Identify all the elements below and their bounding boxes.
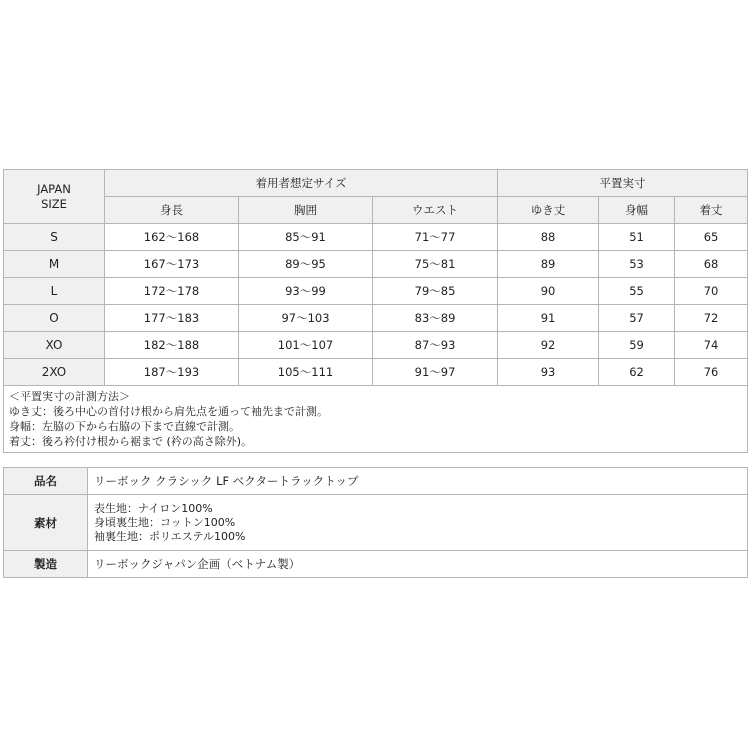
table-row: [4, 359, 748, 386]
table-cell: 91〜97: [373, 359, 498, 386]
table-cell: 74: [675, 332, 748, 359]
product-info-table: [3, 467, 748, 578]
size-label: O: [4, 305, 105, 332]
table-cell: 167〜173: [105, 251, 239, 278]
table-cell: 177〜183: [105, 305, 239, 332]
table-row: [4, 251, 748, 278]
measurement-notes: [4, 386, 748, 453]
size-chart-table: [3, 169, 748, 453]
material-label: 素材: [4, 495, 88, 551]
column-header-body-length: 着丈: [675, 197, 748, 224]
japan-size-header-line1: JAPAN: [37, 181, 71, 196]
japan-size-header: [4, 170, 105, 224]
table-cell: 68: [675, 251, 748, 278]
table-cell: 90: [498, 278, 599, 305]
table-cell: 105〜111: [239, 359, 373, 386]
table-cell: 70: [675, 278, 748, 305]
table-cell: 162〜168: [105, 224, 239, 251]
product-name-value: リーボック クラシック LF ベクタートラックトップ: [88, 468, 748, 495]
table-cell: 93〜99: [239, 278, 373, 305]
table-cell: 79〜85: [373, 278, 498, 305]
table-cell: 187〜193: [105, 359, 239, 386]
table-cell: 172〜178: [105, 278, 239, 305]
size-label: S: [4, 224, 105, 251]
table-cell: 89〜95: [239, 251, 373, 278]
table-cell: 72: [675, 305, 748, 332]
table-cell: 75〜81: [373, 251, 498, 278]
note-line: 身幅：左脇の下から右脇の下まで直線で計測。: [9, 420, 240, 433]
column-header-sleeve-length: ゆき丈: [498, 197, 599, 224]
japan-size-header-line2: SIZE: [41, 196, 67, 211]
material-value: [88, 495, 748, 551]
table-cell: 101〜107: [239, 332, 373, 359]
manufacture-value: リーボックジャパン企画（ベトナム製）: [88, 551, 748, 578]
size-label: M: [4, 251, 105, 278]
table-row: [4, 278, 748, 305]
manufacture-label: 製造: [4, 551, 88, 578]
table-cell: 57: [599, 305, 675, 332]
table-cell: 76: [675, 359, 748, 386]
column-header-chest: 胸囲: [239, 197, 373, 224]
product-name-label: 品名: [4, 468, 88, 495]
table-cell: 93: [498, 359, 599, 386]
material-line: 身頃裏生地：コットン100%: [94, 515, 236, 529]
notes-title: ＜平置実寸の計測方法＞: [9, 390, 130, 403]
column-header-waist: ウエスト: [373, 197, 498, 224]
table-cell: 91: [498, 305, 599, 332]
column-header-body-width: 身幅: [599, 197, 675, 224]
table-cell: 89: [498, 251, 599, 278]
note-line: 着丈：後ろ衿付け根から裾まで (衿の高さ除外)。: [9, 435, 253, 448]
size-label: XO: [4, 332, 105, 359]
table-cell: 51: [599, 224, 675, 251]
table-cell: 97〜103: [239, 305, 373, 332]
actual-size-group-header: 平置実寸: [498, 170, 748, 197]
note-line: ゆき丈：後ろ中心の首付け根から肩先点を通って袖先まで計測。: [9, 405, 328, 418]
size-label: 2XO: [4, 359, 105, 386]
material-line: 袖裏生地：ポリエステル100%: [94, 529, 246, 543]
table-cell: 59: [599, 332, 675, 359]
assumed-size-group-header: 着用者想定サイズ: [105, 170, 498, 197]
table-cell: 71〜77: [373, 224, 498, 251]
table-cell: 85〜91: [239, 224, 373, 251]
table-cell: 88: [498, 224, 599, 251]
table-row: [4, 224, 748, 251]
table-cell: 53: [599, 251, 675, 278]
table-cell: 182〜188: [105, 332, 239, 359]
table-cell: 62: [599, 359, 675, 386]
material-line: 表生地：ナイロン100%: [94, 501, 213, 515]
table-row: [4, 305, 748, 332]
table-cell: 92: [498, 332, 599, 359]
size-label: L: [4, 278, 105, 305]
table-cell: 87〜93: [373, 332, 498, 359]
table-cell: 83〜89: [373, 305, 498, 332]
table-cell: 65: [675, 224, 748, 251]
table-cell: 55: [599, 278, 675, 305]
column-header-height: 身長: [105, 197, 239, 224]
table-row: [4, 332, 748, 359]
